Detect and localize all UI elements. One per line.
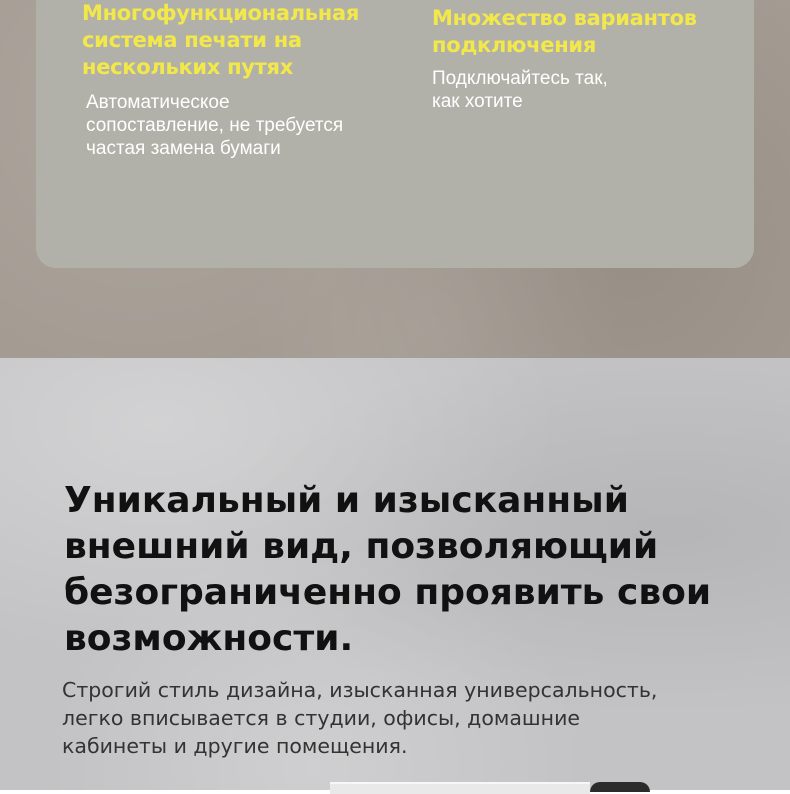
design-description [62, 676, 762, 760]
feature-title [432, 5, 772, 59]
feature-desc-line: сопоставление, не требуется [86, 115, 344, 136]
feature-title-line: нескольких путях [82, 55, 293, 79]
feature-desc-line: частая замена бумаги [86, 138, 281, 159]
feature-section [0, 0, 790, 358]
headline-line: безограниченно проявить свои [64, 572, 712, 613]
feature-title-line: подключения [432, 33, 597, 57]
description-line: легко вписывается в студии, офисы, домашние [62, 706, 581, 730]
headline-line: Уникальный и изысканный [64, 480, 629, 521]
feature-description [432, 67, 772, 113]
feature-desc-line: Подключайтесь так, [432, 68, 608, 89]
printer-top-edge [330, 782, 590, 794]
printer-dark-edge [590, 782, 650, 792]
design-section [0, 358, 790, 790]
feature-connection-options [432, 5, 772, 113]
feature-desc-line: Автоматическое [86, 92, 230, 113]
description-line: кабинеты и другие помещения. [62, 734, 408, 758]
design-headline [64, 478, 764, 662]
headline-line: внешний вид, позволяющий [64, 526, 659, 567]
description-line: Строгий стиль дизайна, изысканная универсальность, [62, 678, 658, 702]
headline-line: возможности. [64, 618, 354, 659]
feature-description [86, 91, 412, 160]
feature-title-line: Многофункциональная [82, 1, 360, 25]
feature-multipath-printing [82, 0, 412, 160]
feature-title-line: система печати на [82, 28, 302, 52]
feature-title-line: Множество вариантов [432, 6, 697, 30]
feature-desc-line: как хотите [432, 91, 523, 112]
feature-title [82, 0, 412, 81]
